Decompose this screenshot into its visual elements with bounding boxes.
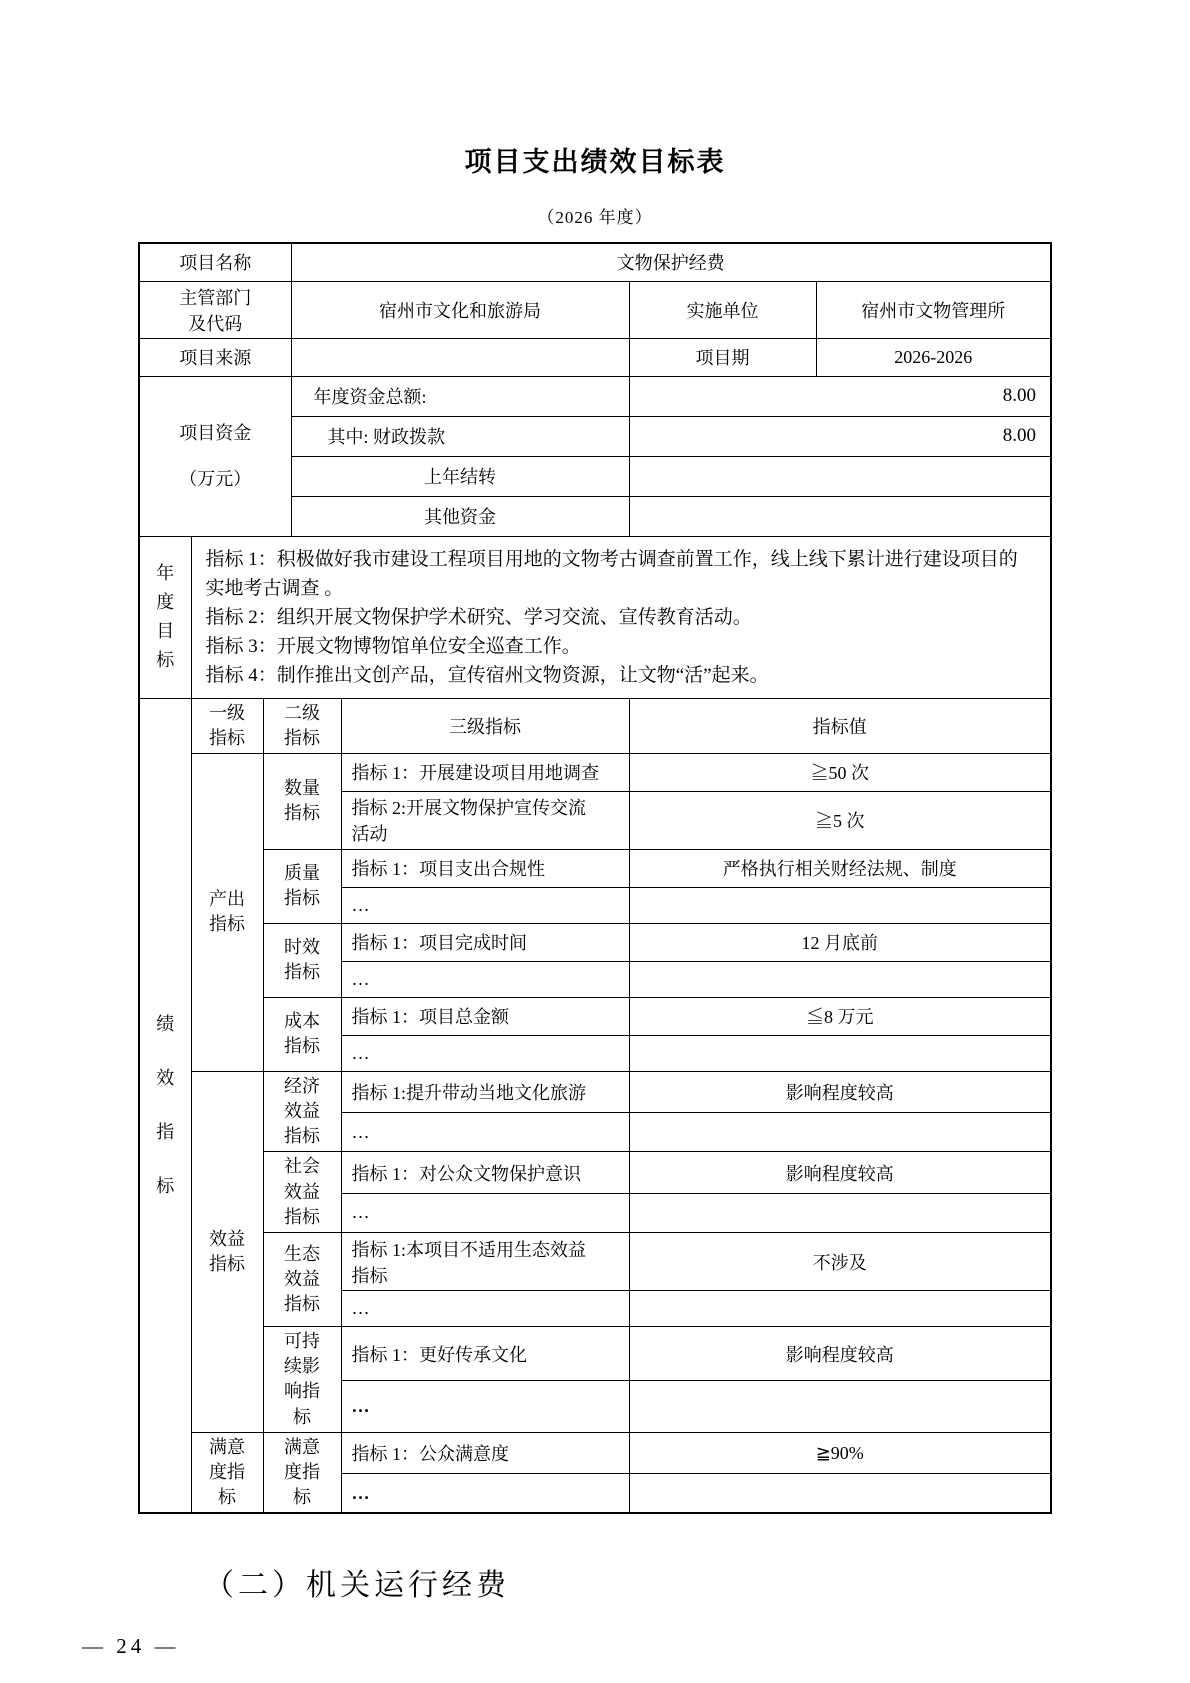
implement-unit-value: 宿州市文物管理所 <box>816 281 1051 338</box>
funding-row-fiscal-label: 其中: 财政拨款 <box>291 416 629 456</box>
indicator-value: 不涉及 <box>629 1233 1051 1291</box>
funding-row-total-label: 年度资金总额: <box>291 376 629 416</box>
level2-social: 社会效益指标 <box>263 1152 341 1233</box>
indicator-cell-ellipsis: … <box>341 1113 629 1152</box>
indicator-cell: 指标 1：项目总金额 <box>341 997 629 1035</box>
indicator-cell: 指标 1：对公众文物保护意识 <box>341 1152 629 1193</box>
indicator-cell: 指标 1:提升带动当地文化旅游 <box>341 1071 629 1112</box>
annual-goal-3: 指标 3：开展文物博物馆单位安全巡查工作。 <box>205 635 581 657</box>
indicator-value: ≧5 次 <box>629 791 1051 849</box>
annual-goal-1: 指标 1：积极做好我市建设工程项目用地的文物考古调查前置工作，线上线下累计进行建设项目的实地考古调查 。 <box>205 548 1018 599</box>
annual-goals-text <box>191 536 1051 698</box>
level1-satisfaction: 满意度指标 <box>191 1432 263 1513</box>
performance-label: 绩效指标 <box>139 698 191 1513</box>
indicator-cell-ellipsis: … <box>341 1474 629 1513</box>
indicator-value <box>629 1474 1051 1513</box>
level2-ecological: 生态效益指标 <box>263 1233 341 1327</box>
funding-row-carryover-label: 上年结转 <box>291 456 629 496</box>
indicator-value: ≧50 次 <box>629 753 1051 791</box>
project-source-value <box>291 338 629 376</box>
level2-quality: 质量指标 <box>263 849 341 923</box>
indicator-cell-ellipsis: … <box>341 1291 629 1327</box>
page-subtitle: （2026 年度） <box>537 208 653 227</box>
page-number: — 24 — <box>82 1634 180 1659</box>
indicator-cell: 指标 1:本项目不适用生态效益指标 <box>341 1233 629 1291</box>
page-title: 项目支出绩效目标表 <box>464 147 726 177</box>
level2-quantity: 数量指标 <box>263 753 341 849</box>
annual-goals-label: 年度目标 <box>139 536 191 698</box>
indicator-value: ≧90% <box>629 1432 1051 1474</box>
header-level3: 三级指标 <box>341 698 629 753</box>
indicator-cell-ellipsis: … <box>341 887 629 923</box>
level2-sustainable: 可持续影响指标 <box>263 1327 341 1433</box>
indicator-value <box>629 1035 1051 1071</box>
indicator-cell-ellipsis: … <box>341 961 629 997</box>
header-level2: 二级指标 <box>263 698 341 753</box>
indicator-value <box>629 1291 1051 1327</box>
project-period-label: 项目期 <box>629 338 816 376</box>
indicator-value <box>629 1113 1051 1152</box>
indicator-value <box>629 1381 1051 1432</box>
funding-row-other-value <box>629 496 1051 536</box>
indicator-cell-ellipsis: … <box>341 1193 629 1232</box>
indicator-cell: 指标 1：项目完成时间 <box>341 923 629 961</box>
indicator-cell: 指标 1：开展建设项目用地调查 <box>341 753 629 791</box>
next-section-heading: （二）机关运行经费 <box>204 1569 510 1603</box>
indicator-value <box>629 961 1051 997</box>
funding-row-fiscal-value: 8.00 <box>629 416 1051 456</box>
funding-row-total-value: 8.00 <box>629 376 1051 416</box>
project-name-value: 文物保护经费 <box>291 243 1051 281</box>
indicator-value: 12 月底前 <box>629 923 1051 961</box>
indicator-cell: 指标 1：公众满意度 <box>341 1432 629 1474</box>
indicator-cell-ellipsis: … <box>341 1381 629 1432</box>
indicator-value: ≦8 万元 <box>629 997 1051 1035</box>
funding-row-other-label: 其他资金 <box>291 496 629 536</box>
indicator-value: 严格执行相关财经法规、制度 <box>629 849 1051 887</box>
project-source-label: 项目来源 <box>139 338 291 376</box>
annual-goal-2: 指标 2：组织开展文物保护学术研究、学习交流、宣传教育活动。 <box>205 606 752 628</box>
indicator-value: 影响程度较高 <box>629 1327 1051 1381</box>
indicator-cell-ellipsis: … <box>341 1035 629 1071</box>
department-value: 宿州市文化和旅游局 <box>291 281 629 338</box>
indicator-value <box>629 887 1051 923</box>
implement-unit-label: 实施单位 <box>629 281 816 338</box>
level1-benefit: 效益指标 <box>191 1071 263 1432</box>
level2-cost: 成本指标 <box>263 997 341 1071</box>
indicator-value: 影响程度较高 <box>629 1152 1051 1193</box>
header-value: 指标值 <box>629 698 1051 753</box>
funding-label: 项目资金（万元） <box>139 376 291 536</box>
level2-satisfaction: 满意度指标 <box>263 1432 341 1513</box>
indicator-value: 影响程度较高 <box>629 1071 1051 1112</box>
level1-output: 产出指标 <box>191 753 263 1071</box>
header-level1: 一级指标 <box>191 698 263 753</box>
level2-economic: 经济效益指标 <box>263 1071 341 1152</box>
project-name-label: 项目名称 <box>139 243 291 281</box>
department-label: 主管部门及代码 <box>139 281 291 338</box>
indicator-cell: 指标 1：更好传承文化 <box>341 1327 629 1381</box>
performance-target-table <box>138 242 1052 1514</box>
funding-row-carryover-value <box>629 456 1051 496</box>
level2-timeliness: 时效指标 <box>263 923 341 997</box>
indicator-value <box>629 1193 1051 1232</box>
project-period-value: 2026-2026 <box>816 338 1051 376</box>
annual-goal-4: 指标 4：制作推出文创产品，宣传宿州文物资源，让文物“活”起来。 <box>205 664 769 686</box>
indicator-cell: 指标 1：项目支出合规性 <box>341 849 629 887</box>
indicator-cell: 指标 2:开展文物保护宣传交流活动 <box>341 791 629 849</box>
